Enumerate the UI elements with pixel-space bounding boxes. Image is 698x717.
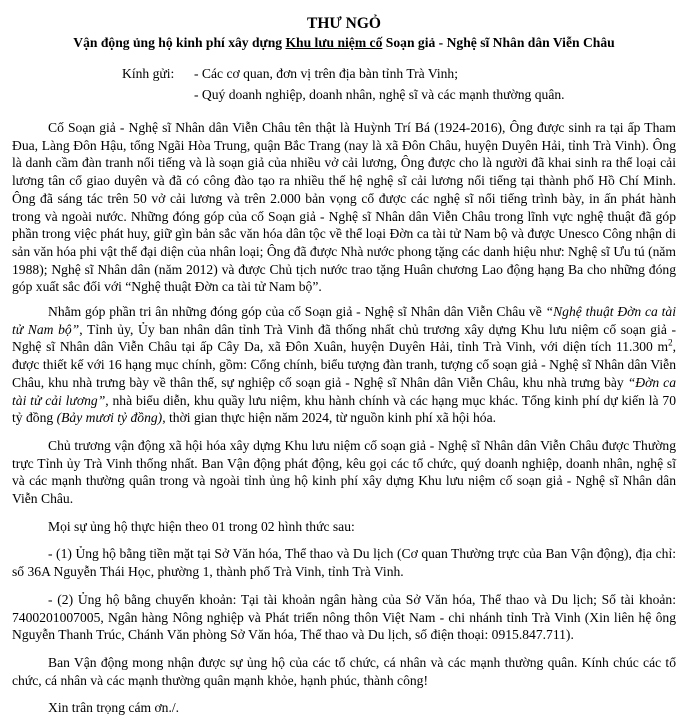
greeting-label: Kính gửi:	[122, 66, 175, 81]
italic-text: (Bảy mươi tỷ đồng)	[56, 410, 163, 426]
subtitle-part-2: Soạn giả - Nghệ sĩ Nhân dân Viễn Châu	[382, 35, 615, 50]
letter-title: THƯ NGỎ	[307, 15, 381, 32]
subtitle-part-1: Vận động ủng hộ kinh phí xây dựng	[73, 35, 286, 50]
paragraph-methods-intro: Mọi sự ủng hộ thực hiện theo 01 trong 02 hình thức sau:	[48, 518, 355, 534]
paragraph-method-cash: - (1) Ủng hộ bằng tiền mặt tại Sở Văn hóa, Thể thao và Du lịch (Cơ quan Thường trực của Ban Vận động), địa chỉ: số 36A Nguyễn Thái Học, phường 1, thành phố Trà Vinh, tỉnh Trà Vinh.	[12, 546, 676, 580]
recipient-block	[12, 64, 676, 105]
paragraph-project	[12, 303, 676, 427]
text-run: , được thiết kế với 16 hạng mục chính, gồm: Cổng chính, biểu tượng đàn tranh, tượng cố soạn giả - Nghệ sĩ Nhân dân Viễn Châu, khu nhà trưng bày về thân thế, sự nghiệp cố soạn giả - Nghệ sĩ Nhân dân Viễn Châu, khu nhà trưng bày	[12, 339, 676, 390]
text-run: , thời gian thực hiện năm 2024, từ nguồn kinh phí xã hội hóa.	[162, 410, 497, 426]
text-run: , nhà biểu diễn, khu quầy lưu niệm, khu hành chính và các hạng mục khác. Tổng kinh phí dự kiến là 70 tỷ đồng	[12, 392, 676, 426]
italic-text: “Nghệ thuật Đờn ca tài tử Nam bộ”	[12, 304, 676, 337]
paragraph-biography: Cố Soạn giả - Nghệ sĩ Nhân dân Viễn Châu tên thật là Huỳnh Trí Bá (1924-2016), Ông được sinh ra tại ấp Tham Đua, Làng Đôn Hậu, tổng Ngãi Hòa Trung, quận Bắc Trang (nay là xã Đôn Châu, huyện Duyên Hải, tỉnh Trà Vinh). Ông là danh cầm đàn tranh nổi tiếng và là soạn giả của nhiều vở cải lương, Ông được cho là người đã khai sinh ra thể loại cải lương tân cổ giao duyên và đã có công đào tạo ra nhiều thế hệ nghệ sĩ cải lương nổi tiếng tại thành phố Hồ Chí Minh. Ông đã sáng tác trên 50 vở cải lương và trên 2.000 bản vọng cổ được các nghệ sĩ nổi tiếng trình bày, in ấn phát hành trong và ngoài nước. Những đóng góp của cố Soạn giả - Nghệ sĩ Nhân dân Viễn Châu trong lĩnh vực nghệ thuật đã góp phần trong việc phát huy, giữ gìn bản sắc văn hóa dân tộc về thể loại Đờn ca tài tử Nam bộ và được Unesco Công nhận di sản văn hóa phi vật thể đại diện của nhân loại; Ông đã được Nhà nước phong tặng các danh hiệu như: Nghệ sĩ Ưu tú (năm 1988); Nghệ sĩ Nhân dân (năm 2012) và được Chủ tịch nước trao tặng Huân chương Lao động hạng Ba cho những đóng góp xuất sắc đối với “Nghệ thuật Đờn ca tài tử Nam bộ”.	[12, 120, 676, 295]
subtitle-underlined: Khu lưu niệm cố	[285, 35, 383, 50]
superscript: 2	[668, 337, 673, 348]
letter-subtitle	[12, 34, 676, 52]
recipient-line: - Quý doanh nghiệp, doanh nhân, nghệ sĩ và các mạnh thường quân.	[194, 86, 565, 102]
text-run: , Tỉnh ủy, Ủy ban nhân dân tỉnh Trà Vinh đã thống nhất chủ trương xây dựng Khu lưu niệm cố soạn giả - Nghệ sĩ Nhân dân Viễn Châu tại ấp Cây Da, xã Đôn Xuân, huyện Duyên Hải, tỉnh Trà Vinh, với diện tích 11.300 m	[12, 321, 676, 355]
recipient-line: - Các cơ quan, đơn vị trên địa bàn tỉnh Trà Vinh;	[194, 66, 459, 81]
italic-text: “Đờn ca tài tử cải lương”	[12, 374, 676, 408]
paragraph-thanks: Xin trân trọng cám ơn./.	[48, 700, 180, 716]
paragraph-method-transfer: - (2) Ủng hộ bằng chuyển khoản: Tại tài khoản ngân hàng của Sở Văn hóa, Thể thao và Du lịch; Số tài khoản: 7400201007005, Ngân hàng Nông nghiệp và Phát triển nông thôn Việt Nam - chi nhánh tỉnh Trà Vinh (Xin liên hệ ông Nguyễn Thanh Trúc, Chánh Văn phòng Sở Văn hóa, Thể thao và Du lịch, số điện thoại: 0915.847.711).	[12, 591, 676, 643]
paragraph-closing: Ban Vận động mong nhận được sự ủng hộ của các tổ chức, cá nhân và các mạnh thường quân. Kính chúc các tổ chức, cá nhân và các mạnh thường quân mạnh khỏe, hạnh phúc, thành công!	[12, 654, 676, 688]
paragraph-campaign: Chủ trương vận động xã hội hóa xây dựng Khu lưu niệm cố soạn giả - Nghệ sĩ Nhân dân Viễn Châu được Thường trực Tỉnh ủy Trà Vinh thống nhất. Ban Vận động phát động, kêu gọi các tổ chức, quý doanh nghiệp, doanh nhân, nghệ sĩ và các mạnh thường quân trong và ngoài tỉnh ủng hộ kinh phí xây dựng Khu lưu niệm cố soạn giả - Nghệ sĩ Nhân dân Viễn Châu.	[12, 437, 676, 507]
text-run: Nhằm góp phần tri ân những đóng góp của cố Soạn giả - Nghệ sĩ Nhân dân Viễn Châu về	[48, 304, 546, 320]
